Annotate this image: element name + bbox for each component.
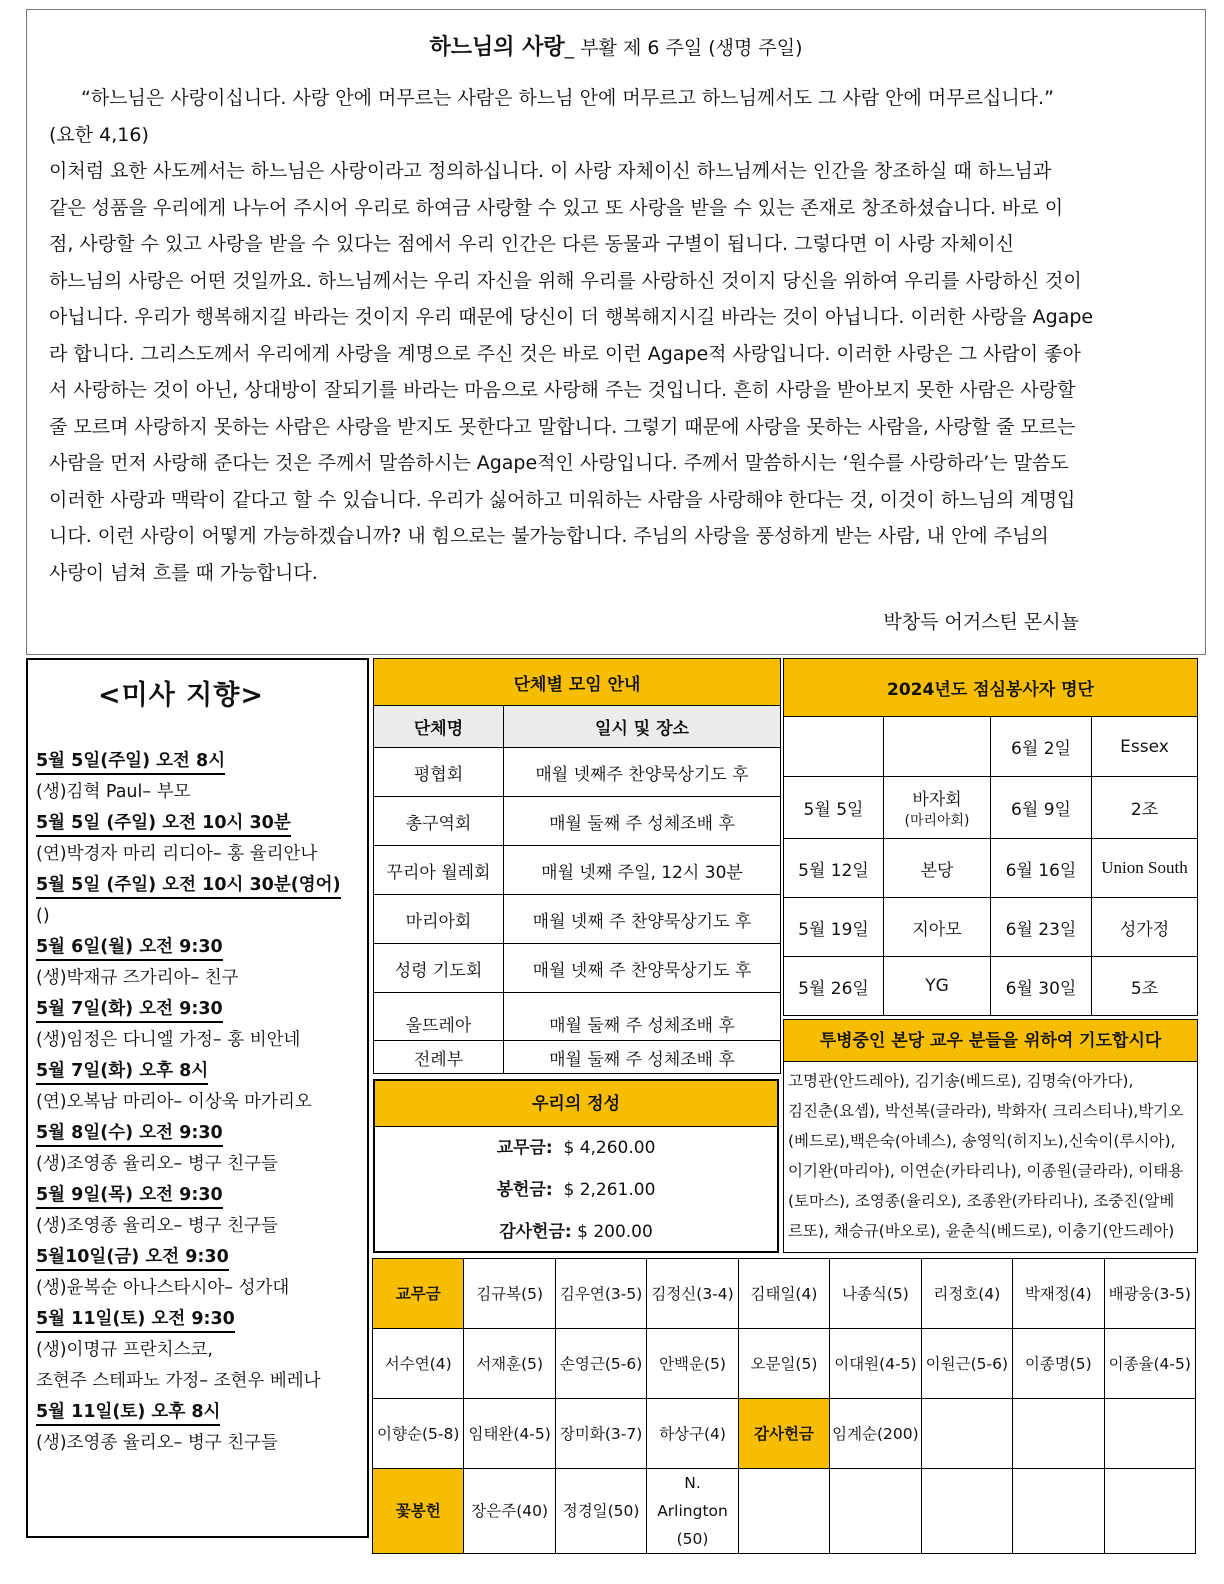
mass-intention-text: 조현주 스테파노 가정– 조현우 베레나 (36, 1371, 321, 1391)
mass-intentions-box (26, 658, 369, 1538)
lunch-cell: 2조 (1092, 777, 1198, 839)
donor-category-label: 교무금 (373, 1259, 464, 1329)
reflection-title-sub: _ 부활 제 6 주일 (생명 주일) (564, 37, 803, 59)
reflection-line: 사람을 먼저 사랑해 준다는 것은 주께서 말씀하시는 Agape적인 사랑입니다. 주께서 말씀하시는 ‘원수를 사랑하라’는 말씀도 (49, 452, 1069, 474)
offering-amount: $ 4,260.00 (563, 1138, 656, 1158)
offering-title: 우리의 정성 (375, 1081, 777, 1127)
offering-item (375, 1127, 777, 1169)
mass-date (36, 932, 366, 963)
donor-cell (1104, 1469, 1196, 1554)
mass-date-text: 5월 5일(주일) 오전 8시 (36, 751, 225, 775)
donor-cell: 이원근(5-6) (921, 1329, 1012, 1399)
prayer-box (783, 1019, 1198, 1253)
mass-intention-text: () (36, 906, 50, 926)
donor-cell: 박재정(4) (1013, 1259, 1104, 1329)
reflection-line: (요한 4,16) (49, 123, 149, 146)
reflection-title (27, 30, 1205, 61)
lunch-cell: 5월 5일 (784, 777, 884, 839)
donor-cell: 김태일(4) (738, 1259, 829, 1329)
mass-intention (36, 777, 366, 808)
mass-intentions-list (36, 746, 366, 1459)
reflection-line: 라 합니다. 그리스도께서 우리에게 사랑을 계명으로 주신 것은 바로 이런 Agape적 사랑입니다. 이러한 사랑은 그 사람이 좋아 (49, 342, 1081, 365)
donor-cell (1013, 1469, 1104, 1554)
group-name: 꾸리아 월레회 (374, 846, 504, 895)
reflection-line: 이처럼 요한 사도께서는 하느님은 사랑이라고 정의하십니다. 이 사랑 자체이신 하느님께서는 인간을 창조하실 때 하느님과 (49, 160, 1052, 182)
donor-cell: 장미화(3-7) (555, 1399, 646, 1469)
mass-date-text: 5월 7일(화) 오전 9:30 (36, 999, 223, 1023)
donor-cell: 나종식(5) (830, 1259, 921, 1329)
mass-date-text: 5월 11일(토) 오후 8시 (36, 1402, 220, 1426)
lunch-cell: YG (884, 957, 991, 1016)
mass-intention (36, 1087, 366, 1118)
offering-label: 감사헌금: (499, 1222, 572, 1242)
mass-intention (36, 901, 366, 932)
mass-date (36, 1180, 366, 1211)
mass-intention (36, 1149, 366, 1180)
mass-date (36, 1304, 366, 1335)
reflection-line: 점, 사랑할 수 있고 사랑을 받을 수 있다는 점에서 우리 인간은 다른 동물과 구별이 됩니다. 그렇다면 이 사랑 자체이신 (49, 233, 1015, 255)
prayer-line: (베드로),백은숙(아녜스), 송영익(히지노),신숙이(루시아), (788, 1132, 1176, 1150)
lunch-cell: 본당 (884, 839, 991, 898)
lunch-cell: Union South (1092, 839, 1198, 898)
donor-cell: 하상구(4) (647, 1399, 738, 1469)
donor-cell: 오문일(5) (738, 1329, 829, 1399)
lunch-bazaar-sub: (마리아회) (904, 813, 970, 829)
offering-item (375, 1211, 777, 1253)
donor-cell: 이대원(4-5) (830, 1329, 921, 1399)
reflection-author: 박창득 어거스틴 몬시뇰 (883, 611, 1079, 633)
group-when: 매월 넷째 주 찬양묵상기도 후 (504, 944, 781, 993)
reflection-line: 줄 모르며 사랑하지 못하는 사람은 사랑을 받지도 못한다고 말합니다. 그렇기 때문에 사랑을 못하는 사람을, 사랑할 줄 모르는 (49, 415, 1076, 438)
donor-cell: 임계순(200) (830, 1399, 921, 1469)
mass-intention (36, 1335, 366, 1366)
donor-cell: 김우연(3-5) (555, 1259, 646, 1329)
mass-date (36, 1118, 366, 1149)
group-col-when: 일시 및 장소 (504, 706, 781, 748)
mass-date (36, 1056, 366, 1087)
reflection-line: 사랑이 넘쳐 흐를 때 가능합니다. (49, 561, 318, 584)
mass-intention-text: (생)조영종 율리오– 병구 친구들 (36, 1216, 278, 1236)
donor-cell: 서수연(4) (373, 1329, 464, 1399)
group-when: 매월 둘째 주 성체조배 후 (504, 797, 781, 846)
mass-date (36, 870, 366, 901)
mass-intention (36, 1428, 366, 1459)
mass-intention-text: (생)김혁 Paul– 부모 (36, 782, 191, 802)
donor-cell: 이종율(4-5) (1104, 1329, 1196, 1399)
group-when: 매월 넷째 주 찬양묵상기도 후 (504, 895, 781, 944)
donor-cell (921, 1399, 1012, 1469)
mass-intentions-heading: <미사 지향> (98, 680, 264, 711)
group-when: 매월 둘째 주 성체조배 후 (504, 1041, 781, 1074)
group-meetings-title: 단체별 모임 안내 (374, 659, 781, 706)
lunch-cell: 6월 2일 (991, 717, 1092, 777)
donor-cell (1013, 1399, 1104, 1469)
donor-cell: N. Arlington (50) (647, 1469, 738, 1554)
lunch-cell: 6월 16일 (991, 839, 1092, 898)
prayer-line: (토마스), 조영종(율리오), 조종완(카타리나), 조중진(알베 (788, 1192, 1175, 1210)
offering-amount: $ 200.00 (577, 1222, 653, 1242)
mass-intention (36, 839, 366, 870)
mass-date-text: 5월 5일 (주일) 오전 10시 30분 (36, 813, 291, 837)
prayer-line: 이기완(마리아), 이연순(카타리나), 이종원(글라라), 이태용 (788, 1162, 1184, 1180)
donor-cell: 임태완(4-5) (464, 1399, 555, 1469)
lunch-cell: 5월 12일 (784, 839, 884, 898)
mass-date (36, 808, 366, 839)
reflection-line: 이러한 사랑과 맥락이 같다고 할 수 있습니다. 우리가 싫어하고 미워하는 사람을 사랑해야 한다는 것, 이것이 하느님의 계명입 (49, 488, 1076, 511)
group-name: 성령 기도회 (374, 944, 504, 993)
mass-intention-text: (생)임정은 다니엘 가정– 홍 비안네 (36, 1030, 301, 1050)
lunch-title: 2024년도 점심봉사자 명단 (784, 659, 1198, 717)
donor-cell: 김규복(5) (464, 1259, 555, 1329)
group-when: 매월 둘째 주 성체조배 후 (504, 993, 781, 1041)
lunch-volunteers-table (783, 658, 1198, 1016)
offering-box (373, 1079, 779, 1253)
mass-date-text: 5월 5일 (주일) 오전 10시 30분(영어) (36, 875, 341, 899)
mass-intention (36, 1273, 366, 1304)
group-name: 총구역회 (374, 797, 504, 846)
group-name: 전례부 (374, 1041, 504, 1074)
reflection-line: 하느님의 사랑은 어떤 것일까요. 하느님께서는 우리 자신을 위해 우리를 사랑하신 것이지 당신을 위하여 우리를 사랑하신 것이 (49, 269, 1082, 292)
lunch-cell (784, 717, 884, 777)
donor-cell: 장은주(40) (464, 1469, 555, 1554)
mass-date-text: 5월 11일(토) 오전 9:30 (36, 1309, 235, 1333)
prayer-line: 고명관(안드레아), 김기송(베드로), 김명숙(아가다), (788, 1072, 1134, 1090)
reflection-body (49, 80, 1189, 591)
donor-cell: 손영근(5-6) (555, 1329, 646, 1399)
mass-intention-text: (연)오복남 마리아– 이상욱 마가리오 (36, 1092, 312, 1112)
offering-item (375, 1169, 777, 1211)
mass-date-text: 5월 8일(수) 오전 9:30 (36, 1123, 223, 1147)
donor-category-label: 감사헌금 (738, 1399, 829, 1469)
reflection-title-main: 하느님의 사랑 (429, 35, 565, 60)
prayer-title: 투병중인 본당 교우 분들을 위하여 기도합시다 (784, 1020, 1197, 1062)
reflection-line: 같은 성품을 우리에게 나누어 주시어 우리로 하여금 사랑할 수 있고 또 사랑을 받을 수 있는 존재로 창조하셨습니다. 바로 이 (49, 196, 1064, 219)
reflection-line: 아닙니다. 우리가 행복해지길 바라는 것이지 우리 때문에 당신이 더 행복해지시길 바라는 것이 아닙니다. 이러한 사랑을 Agape (49, 306, 1094, 328)
group-when: 매월 넷째주 찬양묵상기도 후 (504, 748, 781, 797)
group-name: 울뜨레아 (374, 993, 504, 1041)
mass-date-text: 5월 7일(화) 오후 8시 (36, 1061, 208, 1085)
donor-category-label: 꽃봉헌 (373, 1469, 464, 1554)
reflection-line: 서 사랑하는 것이 아닌, 상대방이 잘되기를 바라는 마음으로 사랑해 주는 것입니다. 흔히 사랑을 받아보지 못한 사람은 사랑할 (49, 379, 1076, 401)
lunch-cell-bazaar (884, 777, 991, 839)
reflection-line: 니다. 이런 사랑이 어떻게 가능하겠습니까? 내 힘으로는 불가능합니다. 주님의 사랑을 풍성하게 받는 사람, 내 안에 주님의 (49, 525, 1049, 547)
group-name: 평협회 (374, 748, 504, 797)
mass-intention (36, 1366, 366, 1397)
lunch-cell (884, 717, 991, 777)
donor-cell: 김정신(3-4) (647, 1259, 738, 1329)
group-when: 매월 넷째 주일, 12시 30분 (504, 846, 781, 895)
mass-date-text: 5월10일(금) 오전 9:30 (36, 1247, 229, 1271)
lunch-cell: 6월 9일 (991, 777, 1092, 839)
group-meetings-table (373, 658, 781, 1074)
offering-label: 봉헌금: (496, 1180, 553, 1200)
mass-date (36, 1242, 366, 1273)
lunch-cell: 6월 30일 (991, 957, 1092, 1016)
mass-intention (36, 1025, 366, 1056)
donor-cell: 안백운(5) (647, 1329, 738, 1399)
lunch-cell: Essex (1092, 717, 1198, 777)
mass-intention-text: (생)조영종 율리오– 병구 친구들 (36, 1154, 278, 1174)
mass-intention (36, 1211, 366, 1242)
donor-cell: 리정호(4) (921, 1259, 1012, 1329)
donor-cell (738, 1469, 829, 1554)
mass-date-text: 5월 9일(목) 오전 9:30 (36, 1185, 223, 1209)
lunch-cell: 5월 26일 (784, 957, 884, 1016)
lunch-cell: 성가정 (1092, 898, 1198, 957)
donor-cell (921, 1469, 1012, 1554)
donor-cell: 정경일(50) (555, 1469, 646, 1554)
group-name: 마리아회 (374, 895, 504, 944)
donors-table (372, 1258, 1196, 1554)
prayer-line: 김진춘(요셉), 박선복(글라라), 박화자( 크리스티나),박기오 (788, 1102, 1184, 1120)
mass-date (36, 746, 366, 777)
lunch-cell: 6월 23일 (991, 898, 1092, 957)
offering-amount: $ 2,261.00 (563, 1180, 656, 1200)
donor-cell: 배광웅(3-5) (1104, 1259, 1196, 1329)
lunch-cell: 5조 (1092, 957, 1198, 1016)
offering-label: 교무금: (496, 1138, 553, 1158)
mass-intention (36, 963, 366, 994)
mass-intention-text: (생)조영종 율리오– 병구 친구들 (36, 1433, 278, 1453)
prayer-names (784, 1062, 1197, 1250)
mass-intention-text: (연)박경자 마리 리디아– 홍 율리안나 (36, 844, 318, 864)
lunch-cell: 5월 19일 (784, 898, 884, 957)
reflection-box (26, 9, 1206, 655)
donor-cell: 서재훈(5) (464, 1329, 555, 1399)
mass-date (36, 1397, 366, 1428)
lunch-bazaar: 바자회 (912, 790, 962, 810)
mass-intention-text: (생)윤복순 아나스타시아– 성가대 (36, 1278, 290, 1298)
lunch-cell: 지아모 (884, 898, 991, 957)
mass-date (36, 994, 366, 1025)
donor-cell: 이종명(5) (1013, 1329, 1104, 1399)
mass-intention-text: (생)박재규 즈가리아– 친구 (36, 968, 239, 988)
reflection-quote: “하느님은 사랑이십니다. 사랑 안에 머무르는 사람은 하느님 안에 머무르고 하느님께서도 그 사람 안에 머무르십니다.” (81, 87, 1054, 109)
donor-cell: 이향순(5-8) (373, 1399, 464, 1469)
prayer-line: 르또), 채승규(바오로), 윤춘식(베드로), 이충기(안드레아) (788, 1222, 1175, 1240)
donor-cell (830, 1469, 921, 1554)
donor-cell (1104, 1399, 1196, 1469)
mass-intention-text: (생)이명규 프란치스코, (36, 1340, 213, 1360)
group-col-name: 단체명 (374, 706, 504, 748)
mass-date-text: 5월 6일(월) 오전 9:30 (36, 937, 223, 961)
